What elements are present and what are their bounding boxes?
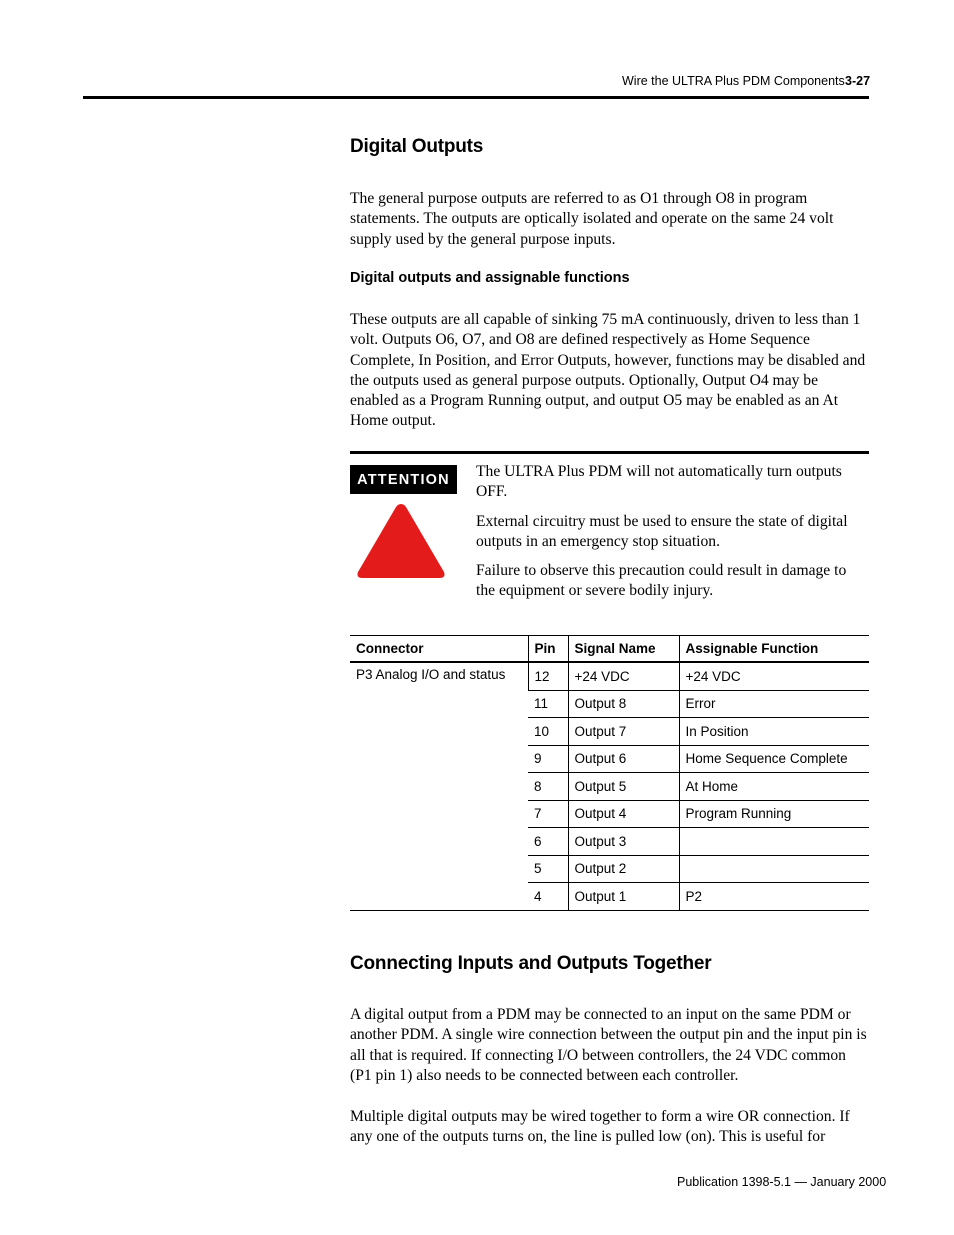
signal-cell: Output 3 bbox=[568, 828, 679, 856]
running-header: Wire the ULTRA Plus PDM Components bbox=[622, 74, 845, 88]
intro-paragraph: The general purpose outputs are referred to as O1 through O8 in program statements. The outputs are optically isolated and operate on the same 24 volt supply used by the general purpose inputs. bbox=[350, 190, 834, 248]
function-cell bbox=[679, 828, 869, 856]
section-heading: Connecting Inputs and Outputs Together bbox=[350, 953, 712, 974]
signal-cell: Output 2 bbox=[568, 855, 679, 883]
column-header: Signal Name bbox=[568, 636, 679, 663]
table-row bbox=[350, 662, 869, 690]
signal-cell: Output 1 bbox=[568, 883, 679, 911]
attention-paragraph: The ULTRA Plus PDM will not automatically turn outputs OFF. bbox=[476, 463, 842, 501]
column-header: Assignable Function bbox=[679, 636, 869, 663]
connecting-paragraph: A digital output from a PDM may be connected to an input on the same PDM or another PDM. A single wire connection between the output pin and the input pin is all that is required. If connecting I/O between controllers, the 24 VDC common (P1 pin 1) also needs to be connected between each controller. bbox=[350, 1006, 867, 1084]
pin-cell: 9 bbox=[528, 745, 568, 773]
attention-text bbox=[476, 462, 869, 611]
attention-rule bbox=[350, 451, 869, 454]
subsection-heading: Digital outputs and assignable functions bbox=[350, 270, 630, 286]
header-rule bbox=[83, 96, 869, 99]
pin-cell: 5 bbox=[528, 855, 568, 883]
attention-badge: ATTENTION bbox=[350, 465, 457, 494]
signal-cell: Output 8 bbox=[568, 690, 679, 718]
pin-cell: 6 bbox=[528, 828, 568, 856]
warning-triangle-icon bbox=[355, 500, 447, 582]
function-cell: Error bbox=[679, 690, 869, 718]
section-digital-outputs bbox=[350, 136, 869, 158]
pin-cell: 11 bbox=[528, 690, 568, 718]
pin-cell: 8 bbox=[528, 773, 568, 801]
function-cell bbox=[679, 855, 869, 883]
digital-outputs-table bbox=[350, 635, 869, 911]
function-cell: Program Running bbox=[679, 800, 869, 828]
column-header: Connector bbox=[350, 636, 528, 663]
section-heading: Digital Outputs bbox=[350, 136, 484, 157]
table-header-row bbox=[350, 636, 869, 663]
signal-cell: +24 VDC bbox=[568, 662, 679, 690]
pin-cell: 12 bbox=[528, 662, 568, 690]
signal-cell: Output 4 bbox=[568, 800, 679, 828]
page-number: 3-27 bbox=[845, 74, 871, 88]
function-cell: +24 VDC bbox=[679, 662, 869, 690]
connector-cell: P3 Analog I/O and status bbox=[350, 662, 528, 910]
section-connecting bbox=[350, 953, 869, 975]
publication-footer: Publication 1398-5.1 — January 2000 bbox=[677, 1175, 887, 1189]
signal-cell: Output 6 bbox=[568, 745, 679, 773]
function-cell: P2 bbox=[679, 883, 869, 911]
function-cell: In Position bbox=[679, 718, 869, 746]
column-header: Pin bbox=[528, 636, 568, 663]
wire-or-paragraph: Multiple digital outputs may be wired together to form a wire OR connection. If any one of the outputs turns on, the line is pulled low (on). This is useful for bbox=[350, 1108, 850, 1146]
pin-cell: 4 bbox=[528, 883, 568, 911]
attention-paragraph: Failure to observe this precaution could result in damage to the equipment or severe bodily injury. bbox=[476, 562, 847, 600]
outputs-paragraph: These outputs are all capable of sinking 75 mA continuously, driven to less than 1 volt. Outputs O6, O7, and O8 are defined respectively as Home Sequence Complete, In Position, and Error Outputs, however, functions may be disabled and the outputs used as general purpose outputs. Optionally, Output O4 may be enabled as a Program Running output, and output O5 may be enabled as an At Home output. bbox=[350, 311, 866, 430]
function-cell: At Home bbox=[679, 773, 869, 801]
pin-cell: 10 bbox=[528, 718, 568, 746]
function-cell: Home Sequence Complete bbox=[679, 745, 869, 773]
attention-paragraph: External circuitry must be used to ensure the state of digital outputs in an emergency stop situation. bbox=[476, 512, 848, 550]
signal-cell: Output 5 bbox=[568, 773, 679, 801]
pin-cell: 7 bbox=[528, 800, 568, 828]
signal-cell: Output 7 bbox=[568, 718, 679, 746]
